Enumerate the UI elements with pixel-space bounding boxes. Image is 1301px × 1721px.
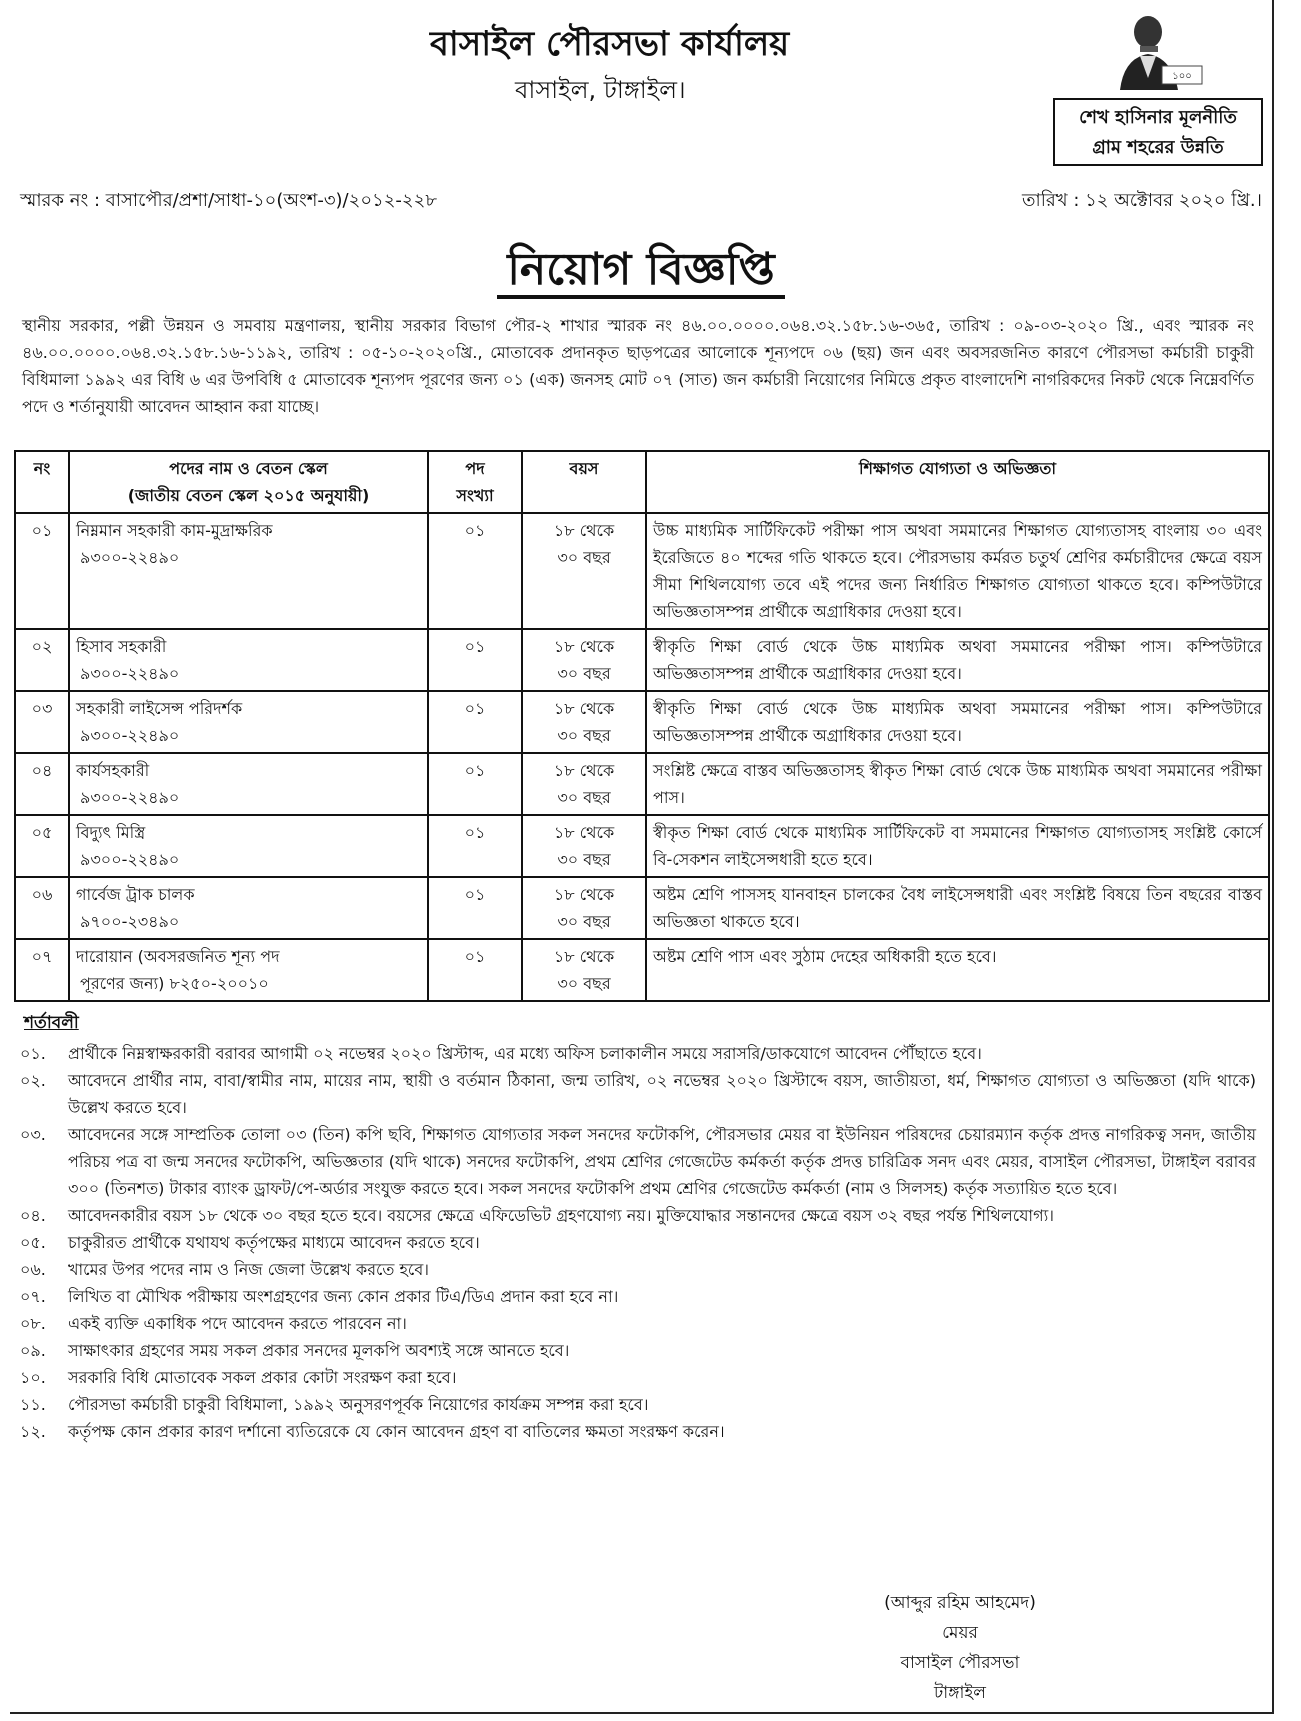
row-no: ০১ [15, 513, 69, 629]
condition-number: ১২. [20, 1422, 46, 1441]
age-line-2: ৩০ বছর [557, 788, 611, 807]
condition-item [20, 1337, 1256, 1364]
condition-number: ১১. [20, 1395, 46, 1414]
condition-item [20, 1310, 1256, 1337]
conditions-list [20, 1040, 1256, 1445]
notice-page [10, 0, 1278, 1721]
condition-number: ০২. [20, 1071, 46, 1090]
vacancy-table [14, 450, 1270, 1002]
memo-reference: স্মারক নং : বাসাপৌর/প্রশা/সাধা-১০(অংশ-৩)/২০১২-২২৮ [20, 190, 437, 211]
memo-date: তারিখ : ১২ অক্টোবর ২০২০ খ্রি.। [1022, 190, 1262, 211]
signatory-designation: মেয়র [942, 1623, 978, 1643]
pay-scale: ৯৩০০-২২৪৯০ [80, 548, 180, 567]
slogan-line-1: শেখ হাসিনার মূলনীতি [1079, 107, 1237, 128]
post-name: বিদ্যুৎ মিস্ত্রি [76, 823, 146, 842]
row-no: ০৪ [15, 753, 69, 815]
signature-block [830, 1588, 1090, 1708]
row-age [522, 753, 646, 815]
row-count: ০১ [428, 877, 522, 939]
condition-text: সরকারি বিধি মোতাবেক সকল প্রকার কোটা সংরক্ষণ করা হবে। [68, 1368, 457, 1387]
header-no: নং [15, 451, 69, 513]
row-qualification: অষ্টম শ্রেণি পাস এবং সুঠাম দেহের অধিকারী হতে হবে। [646, 939, 1269, 1001]
condition-item [20, 1364, 1256, 1391]
table-row [15, 691, 1269, 753]
age-line-1: ১৮ থেকে [553, 947, 615, 966]
row-no: ০২ [15, 629, 69, 691]
table-row [15, 815, 1269, 877]
condition-text: একই ব্যক্তি একাধিক পদে আবেদন করতে পারবেন না। [68, 1314, 407, 1333]
office-name: বাসাইল পৌরসভা কার্যালয় [430, 24, 790, 64]
header-age: বয়স [522, 451, 646, 513]
condition-text: আবেদনকারীর বয়স ১৮ থেকে ৩০ বছর হতে হবে। বয়সের ক্ষেত্রে এফিডেভিট গ্রহণযোগ্য নয়। মুক্তিযোদ্ধার সন্তানদের ক্ষেত্রে বয়স ৩২ বছর পর্যন্ত শিথিলযোগ্য। [68, 1206, 1054, 1225]
row-no: ০৩ [15, 691, 69, 753]
row-age [522, 629, 646, 691]
table-row [15, 513, 1269, 629]
condition-item [20, 1391, 1256, 1418]
condition-number: ১০. [20, 1368, 46, 1387]
age-line-1: ১৮ থেকে [553, 761, 615, 780]
condition-item [20, 1256, 1256, 1283]
row-qualification: অষ্টম শ্রেণি পাসসহ যানবাহন চালকের বৈধ লাইসেন্সধারী এবং সংশ্লিষ্ট বিষয়ে তিন বছরের বাস্তব অভিজ্ঞতা থাকতে হবে। [646, 877, 1269, 939]
row-count: ০১ [428, 691, 522, 753]
condition-text: লিখিত বা মৌখিক পরীক্ষায় অংশগ্রহণের জন্য কোন প্রকার টিএ/ডিএ প্রদান করা হবে না। [68, 1287, 619, 1306]
header-post-line-2: (জাতীয় বেতন স্কেল ২০১৫ অনুযায়ী) [127, 486, 370, 505]
condition-number: ০৬. [20, 1260, 46, 1279]
condition-number: ০৯. [20, 1341, 46, 1360]
row-qualification: উচ্চ মাধ্যমিক সার্টিফিকেট পরীক্ষা পাস অথবা সমমানের শিক্ষাগত যোগ্যতাসহ বাংলায় ৩০ এবং ইরেজিতে ৪০ শব্দের গতি থাকতে হবে। পৌরসভায় কর্মরত চতুর্থ শ্রেণির কর্মচারীদের ক্ষেত্রে বয়স সীমা শিথিলযোগ্য তবে এই পদের জন্য নির্ধারিত শিক্ষাগত যোগ্যতা থাকতে হবে। কম্পিউটারে অভিজ্ঞতাসম্পন্ন প্রার্থীকে অগ্রাধিকার দেওয়া হবে। [646, 513, 1269, 629]
signatory-name: (আব্দুর রহিম আহমেদ) [884, 1593, 1036, 1613]
row-count: ০১ [428, 513, 522, 629]
condition-text: চাকুরীরত প্রার্থীকে যথাযথ কর্তৃপক্ষের মাধ্যমে আবেদন করতে হবে। [68, 1233, 480, 1252]
row-qualification: সংশ্লিষ্ট ক্ষেত্রে বাস্তব অভিজ্ঞতাসহ স্বীকৃত শিক্ষা বোর্ড থেকে উচ্চ মাধ্যমিক অথবা সমমানের পরীক্ষা পাস। [646, 753, 1269, 815]
row-post [69, 815, 428, 877]
row-count: ০১ [428, 815, 522, 877]
post-name: হিসাব সহকারী [76, 637, 167, 656]
slogan-line-2: গ্রাম শহরের উন্নতি [1092, 137, 1224, 158]
table-row [15, 877, 1269, 939]
row-count: ০১ [428, 753, 522, 815]
age-line-1: ১৮ থেকে [553, 885, 615, 904]
table-body [15, 513, 1269, 1001]
post-name: সহকারী লাইসেন্স পরিদর্শক [76, 699, 243, 718]
header-count-line-1: পদ [465, 459, 485, 478]
condition-number: ০৪. [20, 1206, 46, 1225]
notice-title-text: নিয়োগ বিজ্ঞপ্তি [497, 244, 784, 299]
age-line-2: ৩০ বছর [557, 726, 611, 745]
row-age [522, 513, 646, 629]
row-post [69, 877, 428, 939]
slogan-box [1053, 98, 1263, 166]
condition-item [20, 1121, 1256, 1202]
row-post [69, 691, 428, 753]
header-qualification: শিক্ষাগত যোগ্যতা ও অভিজ্ঞতা [646, 451, 1269, 513]
svg-text:১০০: ১০০ [1172, 71, 1192, 82]
table-row [15, 753, 1269, 815]
age-line-1: ১৮ থেকে [553, 823, 615, 842]
pay-scale: পূরণের জন্য) ৮২৫০-২০০১০ [80, 974, 269, 993]
pay-scale: ৯৭০০-২৩৪৯০ [80, 912, 180, 931]
header-count-line-2: সংখ্যা [456, 486, 494, 505]
condition-text: সাক্ষাৎকার গ্রহণের সময় সকল প্রকার সনদের মূলকপি অবশ্যই সঙ্গে আনতে হবে। [68, 1341, 570, 1360]
age-line-1: ১৮ থেকে [553, 637, 615, 656]
age-line-1: ১৮ থেকে [553, 521, 615, 540]
row-qualification: স্বীকৃত শিক্ষা বোর্ড থেকে মাধ্যমিক সার্টিফিকেট বা সমমানের শিক্ষাগত যোগ্যতাসহ সংশ্লিষ্ট কোর্সে বি-সেকশন লাইসেন্সধারী হতে হবে। [646, 815, 1269, 877]
condition-number: ০৫. [20, 1233, 46, 1252]
age-line-2: ৩০ বছর [557, 664, 611, 683]
row-qualification: স্বীকৃতি শিক্ষা বোর্ড থেকে উচ্চ মাধ্যমিক অথবা সমমানের পরীক্ষা পাস। কম্পিউটারে অভিজ্ঞতাসম্পন্ন প্রার্থীকে অগ্রাধিকার দেওয়া হবে। [646, 629, 1269, 691]
row-age [522, 877, 646, 939]
condition-number: ০৭. [20, 1287, 46, 1306]
post-name: গার্বেজ ট্রাক চালক [76, 885, 195, 904]
age-line-1: ১৮ থেকে [553, 699, 615, 718]
post-name: কার্যসহকারী [76, 761, 150, 780]
signatory-office: বাসাইল পৌরসভা [900, 1653, 1020, 1673]
row-qualification: স্বীকৃতি শিক্ষা বোর্ড থেকে উচ্চ মাধ্যমিক অথবা সমমানের পরীক্ষা পাস। কম্পিউটারে অভিজ্ঞতাসম্পন্ন প্রার্থীকে অগ্রাধিকার দেওয়া হবে। [646, 691, 1269, 753]
row-count: ০১ [428, 629, 522, 691]
conditions-heading: শর্তাবলী [24, 1013, 79, 1033]
intro-paragraph: স্থানীয় সরকার, পল্লী উন্নয়ন ও সমবায় মন্ত্রণালয়, স্থানীয় সরকার বিভাগ পৌর-২ শাখার স্মারক নং ৪৬.০০.০০০০.০৬৪.৩২.১৫৮.১৬-৩৬৫, তারিখ : ০৯-০৩-২০২০ খ্রি., এবং স্মারক নং ৪৬.০০.০০০০.০৬৪.৩২.১৫৮.১৬-১১৯২, তারিখ : ০৫-১০-২০২০খ্রি., মোতাবেক প্রদানকৃত ছাড়পত্রের আলোকে শূন্যপদে ০৬ (ছয়) জন এবং অবসরজনিত কারণে পৌরসভা কর্মচারী চাকুরী বিধিমালা ১৯৯২ এর বিধি ৬ এর উপবিধি ৫ মোতাবেক শূন্যপদ পূরণের জন্য ০১ (এক) জনসহ মোট ০৭ (সাত) জন কর্মচারী নিয়োগের নিমিত্তে প্রকৃত বাংলাদেশি নাগরিকদের নিকট থেকে নিম্নেবর্ণিত পদে ও শর্তানুযায়ী আবেদন আহ্বান করা যাচ্ছে। [22, 316, 1254, 416]
condition-item [20, 1229, 1256, 1256]
header-post [69, 451, 428, 513]
row-no: ০৬ [15, 877, 69, 939]
age-line-2: ৩০ বছর [557, 912, 611, 931]
condition-text: আবেদনে প্রার্থীর নাম, বাবা/স্বামীর নাম, মায়ের নাম, স্থায়ী ও বর্তমান ঠিকানা, জন্ম তারিখ, ০২ নভেম্বর ২০২০ খ্রিস্টাব্দে বয়স, জাতীয়তা, ধর্ম, শিক্ষাগত যোগ্যতা ও অভিজ্ঞতা (যদি থাকে) উল্লেখ করতে হবে। [68, 1071, 1256, 1117]
age-line-2: ৩০ বছর [557, 548, 611, 567]
pay-scale: ৯৩০০-২২৪৯০ [80, 788, 180, 807]
table-header-row [15, 451, 1269, 513]
age-line-2: ৩০ বছর [557, 974, 611, 993]
row-no: ০৫ [15, 815, 69, 877]
condition-text: পৌরসভা কর্মচারী চাকুরী বিধিমালা, ১৯৯২ অনুসরণপূর্বক নিয়োগের কার্যক্রম সম্পন্ন করা হবে। [68, 1395, 649, 1414]
condition-item [20, 1283, 1256, 1310]
row-age [522, 939, 646, 1001]
post-name: দারোয়ান (অবসরজনিত শূন্য পদ [76, 947, 280, 966]
condition-number: ০১. [20, 1044, 46, 1063]
header-count [428, 451, 522, 513]
condition-item [20, 1202, 1256, 1229]
header-post-line-1: পদের নাম ও বেতন স্কেল [169, 459, 328, 478]
pay-scale: ৯৩০০-২২৪৯০ [80, 664, 180, 683]
condition-text: প্রার্থীকে নিম্নস্বাক্ষরকারী বরাবর আগামী ০২ নভেম্বর ২০২০ খ্রিস্টাব্দ, এর মধ্যে অফিস চলাকালীন সময়ে সরাসরি/ডাকযোগে আবেদন পৌঁছাতে হবে। [68, 1044, 982, 1063]
row-age [522, 815, 646, 877]
row-post [69, 939, 428, 1001]
row-post [69, 753, 428, 815]
condition-item [20, 1418, 1256, 1445]
condition-number: ০৩. [20, 1125, 46, 1144]
row-age [522, 691, 646, 753]
condition-text: আবেদনের সঙ্গে সাম্প্রতিক তোলা ০৩ (তিন) কপি ছবি, শিক্ষাগত যোগ্যতার সকল সনদের ফটোকপি, পৌরসভার মেয়র বা ইউনিয়ন পরিষদের চেয়ারম্যান কর্তৃক প্রদত্ত নাগরিকত্ব সনদ, জাতীয় পরিচয় পত্র বা জন্ম সনদের ফটোকপি, অভিজ্ঞতার (যদি থাকে) সনদের ফটোকপি, প্রথম শ্রেণির গেজেটেড কর্মকর্তা কর্তৃক প্রদত্ত চারিত্রিক সনদ এবং মেয়র, বাসাইল পৌরসভা, টাঙ্গাইল বরাবর ৩০০ (তিনশত) টাকার ব্যাংক ড্রাফট/পে-অর্ডার সংযুক্ত করতে হবে। সকল সনদের ফটোকপি প্রথম শ্রেণির গেজেটেড কর্মকর্তা (নাম ও সিলসহ) কর্তৃক সত্যায়িত হতে হবে। [68, 1125, 1256, 1198]
condition-text: কর্তৃপক্ষ কোন প্রকার কারণ দর্শানো ব্যতিরেকে যে কোন আবেদন গ্রহণ বা বাতিলের ক্ষমতা সংরক্ষণ করেন। [68, 1422, 725, 1441]
row-no: ০৭ [15, 939, 69, 1001]
condition-number: ০৮. [20, 1314, 46, 1333]
age-line-2: ৩০ বছর [557, 850, 611, 869]
notice-title [10, 236, 1272, 309]
post-name: নিম্নমান সহকারী কাম-মুদ্রাক্ষরিক [76, 521, 273, 540]
pay-scale: ৯৩০০-২২৪৯০ [80, 850, 180, 869]
condition-text: খামের উপর পদের নাম ও নিজ জেলা উল্লেখ করতে হবে। [68, 1260, 429, 1279]
row-count: ০১ [428, 939, 522, 1001]
table-row [15, 629, 1269, 691]
table-row [15, 939, 1269, 1001]
condition-item [20, 1040, 1256, 1067]
condition-item [20, 1067, 1256, 1121]
office-address: বাসাইল, টাঙ্গাইল। [515, 76, 686, 104]
row-post [69, 629, 428, 691]
pay-scale: ৯৩০০-২২৪৯০ [80, 726, 180, 745]
row-post [69, 513, 428, 629]
mujib-portrait-logo [1110, 8, 1210, 90]
signatory-district: টাঙ্গাইল [934, 1683, 986, 1703]
